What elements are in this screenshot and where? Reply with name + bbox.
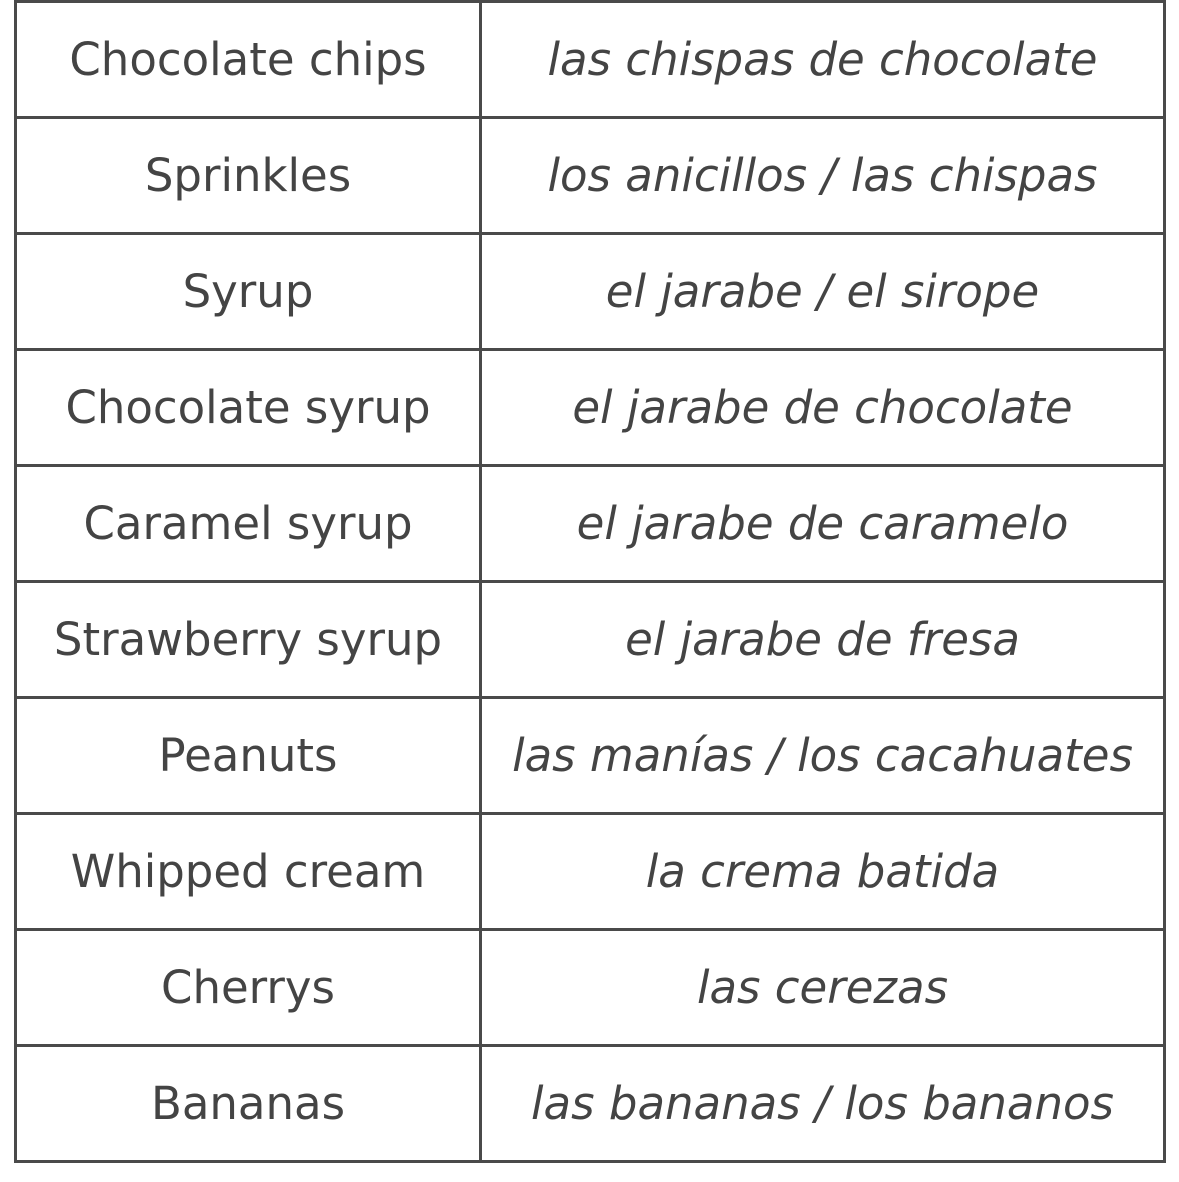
english-term: Caramel syrup bbox=[16, 466, 481, 582]
table-row bbox=[16, 234, 1165, 350]
spanish-term: el jarabe de chocolate bbox=[481, 350, 1165, 466]
spanish-term: la crema batida bbox=[481, 814, 1165, 930]
english-term: Bananas bbox=[16, 1046, 481, 1162]
spanish-term: las bananas / los bananos bbox=[481, 1046, 1165, 1162]
english-term: Syrup bbox=[16, 234, 481, 350]
spanish-term: el jarabe de caramelo bbox=[481, 466, 1165, 582]
english-term: Cherrys bbox=[16, 930, 481, 1046]
spanish-term: el jarabe de fresa bbox=[481, 582, 1165, 698]
english-term: Whipped cream bbox=[16, 814, 481, 930]
spanish-term: las cerezas bbox=[481, 930, 1165, 1046]
spanish-term: las chispas de chocolate bbox=[481, 2, 1165, 118]
table-row bbox=[16, 814, 1165, 930]
english-term: Chocolate chips bbox=[16, 2, 481, 118]
vocabulary-table-body bbox=[16, 0, 1165, 1162]
english-term: Peanuts bbox=[16, 698, 481, 814]
table-row bbox=[16, 118, 1165, 234]
vocabulary-table bbox=[14, 0, 1166, 1163]
spanish-term: las manías / los cacahuates bbox=[481, 698, 1165, 814]
table-row bbox=[16, 930, 1165, 1046]
english-term: Chocolate syrup bbox=[16, 350, 481, 466]
english-term: Strawberry syrup bbox=[16, 582, 481, 698]
spanish-term: los anicillos / las chispas bbox=[481, 118, 1165, 234]
table-row bbox=[16, 698, 1165, 814]
table-row bbox=[16, 2, 1165, 118]
table-row bbox=[16, 350, 1165, 466]
table-row bbox=[16, 466, 1165, 582]
english-term: Sprinkles bbox=[16, 118, 481, 234]
table-row bbox=[16, 1046, 1165, 1162]
spanish-term: el jarabe / el sirope bbox=[481, 234, 1165, 350]
table-row bbox=[16, 582, 1165, 698]
